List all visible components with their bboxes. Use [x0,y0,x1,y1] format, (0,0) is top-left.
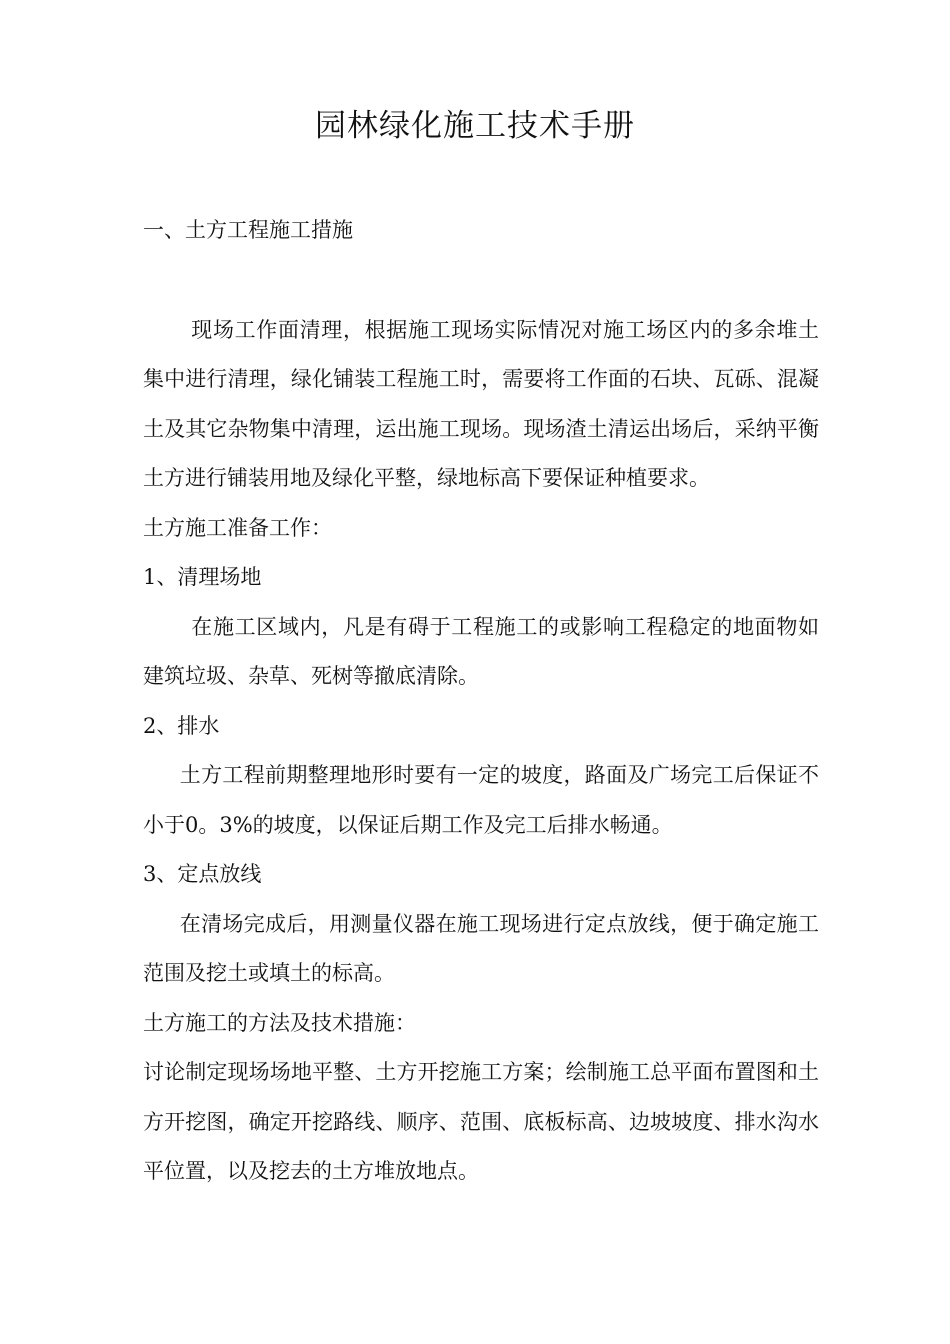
item-heading-layout: 3、定点放线 [143,862,262,886]
prep-heading: 土方施工准备工作： [143,515,332,540]
item-body-clear-site: 在施工区域内，凡是有碍于工程施工的或影响工程稳定的地面物如建筑垃圾、杂草、死树等撤底清除。 [143,614,819,688]
methods-heading: 土方施工的方法及技术措施： [143,1010,416,1035]
methods-paragraph: 讨论制定现场场地平整、土方开挖施工方案；绘制施工总平面布置图和土方开挖图，确定开挖路线、顺序、范围、底板标高、边坡坡度、排水沟水平位置，以及挖去的土方堆放地点。 [143,1060,819,1183]
item-heading-drainage: 2、排水 [143,713,220,738]
document-body [143,206,819,1197]
item-heading-clear-site: 1、清理场地 [143,565,262,589]
document-title: 园林绿化施工技术手册 [315,108,635,144]
item-body-layout: 在清场完成后，用测量仪器在施工现场进行定点放线，便于确定施工范围及挖土或填土的标高。 [143,911,819,985]
intro-paragraph: 现场工作面清理，根据施工现场实际情况对施工场区内的多余堆土集中进行清理，绿化铺装工程施工时，需要将工作面的石块、瓦砾、混凝土及其它杂物集中清理，运出施工现场。现场渣土清运出场后，采纳平衡土方进行铺装用地及绿化平整，绿地标高下要保证种植要求。 [143,317,819,490]
item-body-drainage: 土方工程前期整理地形时要有一定的坡度，路面及广场完工后保证不小于0。3%的坡度，以保证后期工作及完工后排水畅通。 [143,763,819,837]
section-heading: 一、土方工程施工措施 [143,218,353,242]
